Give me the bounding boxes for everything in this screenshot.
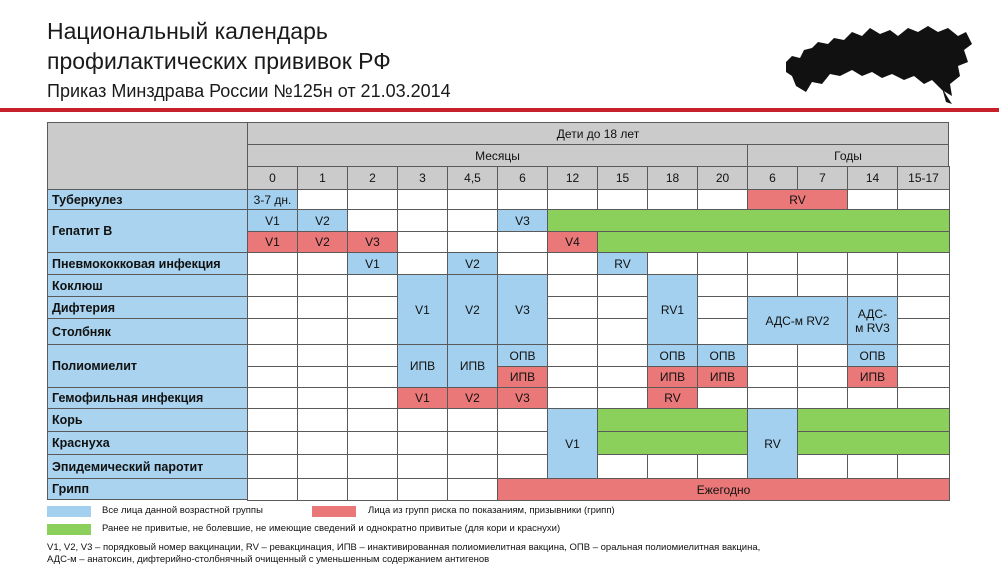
empty-cell bbox=[347, 344, 398, 367]
empty-cell bbox=[747, 366, 798, 388]
empty-cell bbox=[747, 344, 798, 367]
schedule-cell-tb-bcg: 3-7 дн. bbox=[247, 189, 298, 210]
empty-cell bbox=[797, 454, 848, 479]
schedule-cell-hib-v3: V3 bbox=[497, 387, 548, 409]
empty-cell bbox=[897, 318, 950, 345]
empty-cell bbox=[847, 274, 898, 297]
schedule-cell-ads-rv3: АДС-м RV3 bbox=[847, 296, 898, 345]
empty-cell bbox=[247, 387, 298, 409]
schedule-cell-mmr-v1: V1 bbox=[547, 408, 598, 479]
schedule-cell-hepb-v3-red: V3 bbox=[347, 231, 398, 253]
schedule-cell-polio-opv-20: ОПВ bbox=[697, 344, 748, 367]
empty-cell bbox=[297, 252, 348, 275]
empty-cell bbox=[847, 189, 898, 210]
age-header-cell: 15 bbox=[597, 166, 648, 190]
empty-cell bbox=[747, 252, 798, 275]
empty-cell bbox=[797, 387, 848, 409]
schedule-cell-rubella-green-a bbox=[597, 431, 748, 455]
schedule-cell-measles-green-b bbox=[797, 408, 950, 432]
empty-cell bbox=[397, 454, 448, 479]
schedule-cell-polio-ipv-6-red: ИПВ bbox=[497, 366, 548, 388]
schedule-cell-hepb-v1-blue: V1 bbox=[247, 209, 298, 232]
empty-cell bbox=[447, 209, 498, 232]
empty-cell bbox=[347, 431, 398, 455]
empty-cell bbox=[297, 318, 348, 345]
schedule-cell-hepb-v2-red: V2 bbox=[297, 231, 348, 253]
empty-cell bbox=[447, 431, 498, 455]
header-children: Дети до 18 лет bbox=[247, 122, 949, 145]
schedule-cell-polio-ipv-45: ИПВ bbox=[447, 344, 498, 388]
schedule-cell-flu-yearly: Ежегодно bbox=[497, 478, 950, 501]
empty-cell bbox=[897, 189, 950, 210]
empty-cell bbox=[647, 189, 698, 210]
schedule-cell-hepb-v1-red: V1 bbox=[247, 231, 298, 253]
empty-cell bbox=[497, 454, 548, 479]
age-header-cell: 2 bbox=[347, 166, 398, 190]
empty-cell bbox=[897, 344, 950, 367]
empty-cell bbox=[847, 454, 898, 479]
empty-cell bbox=[297, 408, 348, 432]
row-label-flu: Грипп bbox=[47, 478, 248, 500]
schedule-cell-rubella-green-b bbox=[797, 431, 950, 455]
empty-cell bbox=[497, 189, 548, 210]
schedule-cell-hib-v1: V1 bbox=[397, 387, 448, 409]
empty-cell bbox=[897, 296, 950, 319]
empty-cell bbox=[347, 366, 398, 388]
schedule-cell-dtp-v2: V2 bbox=[447, 274, 498, 345]
empty-cell bbox=[497, 252, 548, 275]
empty-cell bbox=[747, 387, 798, 409]
empty-cell bbox=[297, 344, 348, 367]
schedule-cell-polio-opv-18: ОПВ bbox=[647, 344, 698, 367]
empty-cell bbox=[797, 274, 848, 297]
empty-cell bbox=[297, 296, 348, 319]
empty-cell bbox=[247, 366, 298, 388]
empty-cell bbox=[547, 344, 598, 367]
empty-cell bbox=[547, 318, 598, 345]
empty-cell bbox=[647, 252, 698, 275]
corner-cell bbox=[47, 122, 248, 190]
empty-cell bbox=[497, 408, 548, 432]
age-header-cell: 15-17 bbox=[897, 166, 950, 190]
age-header-cell: 4,5 bbox=[447, 166, 498, 190]
footnote-line-2: АДС-м – анатоксин, дифтерийно-столбнячный очищенный с уменьшенным содержанием антигенов bbox=[47, 554, 490, 565]
legend-text-green: Ранее не привитые, не болевшие, не имеющие сведений и однократно привитые (для кори и краснухи) bbox=[102, 523, 561, 534]
empty-cell bbox=[297, 366, 348, 388]
schedule-cell-polio-ipv-20-red: ИПВ bbox=[697, 366, 748, 388]
row-label-hepatitis-b: Гепатит В bbox=[47, 209, 248, 253]
empty-cell bbox=[347, 387, 398, 409]
empty-cell bbox=[297, 274, 348, 297]
schedule-cell-ads-rv2: АДС-м RV2 bbox=[747, 296, 848, 345]
empty-cell bbox=[797, 344, 848, 367]
empty-cell bbox=[847, 252, 898, 275]
empty-cell bbox=[797, 252, 848, 275]
schedule-cell-measles-green-a bbox=[597, 408, 748, 432]
empty-cell bbox=[247, 296, 298, 319]
title-line-2: профилактических прививок РФ bbox=[47, 48, 391, 74]
empty-cell bbox=[447, 454, 498, 479]
empty-cell bbox=[597, 387, 648, 409]
row-label-hib: Гемофильная инфекция bbox=[47, 387, 248, 409]
row-label-pertussis: Коклюш bbox=[47, 274, 248, 297]
row-label-measles: Корь bbox=[47, 408, 248, 432]
empty-cell bbox=[547, 296, 598, 319]
empty-cell bbox=[347, 189, 398, 210]
empty-cell bbox=[897, 252, 950, 275]
schedule-cell-polio-opv-14: ОПВ bbox=[847, 344, 898, 367]
empty-cell bbox=[597, 189, 648, 210]
age-header-cell: 12 bbox=[547, 166, 598, 190]
empty-cell bbox=[597, 296, 648, 319]
schedule-cell-hepb-green-1 bbox=[547, 209, 950, 232]
row-label-rubella: Краснуха bbox=[47, 431, 248, 455]
header-years: Годы bbox=[747, 144, 949, 167]
empty-cell bbox=[397, 189, 448, 210]
age-header-cell: 6 bbox=[497, 166, 548, 190]
empty-cell bbox=[247, 454, 298, 479]
empty-cell bbox=[497, 231, 548, 253]
row-label-diphtheria: Дифтерия bbox=[47, 296, 248, 319]
empty-cell bbox=[647, 454, 698, 479]
schedule-cell-dtp-rv1: RV1 bbox=[647, 274, 698, 345]
footnote-line-1: V1, V2, V3 – порядковый номер вакцинации, RV – ревакцинация, ИПВ – инактивированная полиомиелитная вакцина, ОПВ – оральная полиомиелитная вакцина, bbox=[47, 542, 761, 553]
schedule-cell-tb-rv: RV bbox=[747, 189, 848, 210]
empty-cell bbox=[547, 252, 598, 275]
schedule-cell-pneumo-rv: RV bbox=[597, 252, 648, 275]
empty-cell bbox=[547, 366, 598, 388]
row-label-tetanus: Столбняк bbox=[47, 318, 248, 345]
schedule-cell-hepb-v4-red: V4 bbox=[547, 231, 598, 253]
empty-cell bbox=[347, 274, 398, 297]
empty-cell bbox=[597, 274, 648, 297]
empty-cell bbox=[697, 454, 748, 479]
subtitle: Приказ Минздрава России №125н от 21.03.2014 bbox=[47, 81, 451, 101]
age-header-cell: 20 bbox=[697, 166, 748, 190]
empty-cell bbox=[497, 431, 548, 455]
empty-cell bbox=[347, 318, 398, 345]
empty-cell bbox=[847, 387, 898, 409]
schedule-cell-polio-ipv-18-red: ИПВ bbox=[647, 366, 698, 388]
schedule-cell-hib-rv: RV bbox=[647, 387, 698, 409]
empty-cell bbox=[397, 431, 448, 455]
schedule-cell-pneumo-v2: V2 bbox=[447, 252, 498, 275]
schedule-cell-hepb-v2-blue: V2 bbox=[297, 209, 348, 232]
empty-cell bbox=[247, 344, 298, 367]
empty-cell bbox=[297, 387, 348, 409]
empty-cell bbox=[347, 296, 398, 319]
empty-cell bbox=[347, 454, 398, 479]
empty-cell bbox=[247, 318, 298, 345]
empty-cell bbox=[597, 366, 648, 388]
empty-cell bbox=[247, 252, 298, 275]
empty-cell bbox=[347, 209, 398, 232]
age-header-cell: 14 bbox=[847, 166, 898, 190]
empty-cell bbox=[547, 274, 598, 297]
empty-cell bbox=[697, 274, 748, 297]
title-line-1: Национальный календарь bbox=[47, 18, 328, 44]
schedule-cell-hib-v2: V2 bbox=[447, 387, 498, 409]
empty-cell bbox=[597, 454, 648, 479]
empty-cell bbox=[397, 209, 448, 232]
empty-cell bbox=[697, 189, 748, 210]
empty-cell bbox=[597, 318, 648, 345]
schedule-cell-mmr-rv: RV bbox=[747, 408, 798, 479]
age-header-cell: 1 bbox=[297, 166, 348, 190]
empty-cell bbox=[597, 344, 648, 367]
empty-cell bbox=[897, 387, 950, 409]
legend-swatch-green bbox=[47, 524, 91, 535]
empty-cell bbox=[697, 296, 748, 319]
empty-cell bbox=[397, 408, 448, 432]
empty-cell bbox=[447, 408, 498, 432]
schedule-cell-dtp-v1: V1 bbox=[397, 274, 448, 345]
empty-cell bbox=[247, 274, 298, 297]
empty-cell bbox=[247, 408, 298, 432]
empty-cell bbox=[297, 189, 348, 210]
empty-cell bbox=[397, 252, 448, 275]
schedule-cell-polio-opv-6: ОПВ bbox=[497, 344, 548, 367]
row-label-polio: Полиомиелит bbox=[47, 344, 248, 388]
legend-swatch-red bbox=[312, 506, 356, 517]
age-header-cell: 3 bbox=[397, 166, 448, 190]
empty-cell bbox=[247, 431, 298, 455]
empty-cell bbox=[897, 366, 950, 388]
empty-cell bbox=[397, 231, 448, 253]
empty-cell bbox=[897, 454, 950, 479]
empty-cell bbox=[697, 318, 748, 345]
schedule-cell-dtp-v3: V3 bbox=[497, 274, 548, 345]
empty-cell bbox=[697, 252, 748, 275]
age-header-cell: 7 bbox=[797, 166, 848, 190]
empty-cell bbox=[297, 478, 348, 501]
header-months: Месяцы bbox=[247, 144, 748, 167]
schedule-cell-hepb-v3-blue: V3 bbox=[497, 209, 548, 232]
empty-cell bbox=[347, 408, 398, 432]
row-label-pneumococcal: Пневмококковая инфекция bbox=[47, 252, 248, 275]
empty-cell bbox=[297, 454, 348, 479]
schedule-cell-hepb-green-2 bbox=[597, 231, 950, 253]
empty-cell bbox=[547, 189, 598, 210]
age-header-cell: 0 bbox=[247, 166, 298, 190]
row-label-mumps: Эпидемический паротит bbox=[47, 454, 248, 479]
age-header-cell: 18 bbox=[647, 166, 698, 190]
empty-cell bbox=[397, 478, 448, 501]
empty-cell bbox=[247, 478, 298, 501]
empty-cell bbox=[547, 387, 598, 409]
schedule-cell-pneumo-v1: V1 bbox=[347, 252, 398, 275]
empty-cell bbox=[347, 478, 398, 501]
age-header-cell: 6 bbox=[747, 166, 798, 190]
legend-swatch-blue bbox=[47, 506, 91, 517]
empty-cell bbox=[447, 189, 498, 210]
schedule-cell-polio-ipv-3: ИПВ bbox=[397, 344, 448, 388]
empty-cell bbox=[747, 274, 798, 297]
legend-text-blue: Все лица данной возрастной группы bbox=[102, 505, 263, 516]
empty-cell bbox=[897, 274, 950, 297]
schedule-cell-polio-ipv-14-red: ИПВ bbox=[847, 366, 898, 388]
empty-cell bbox=[297, 431, 348, 455]
legend-text-red: Лица из групп риска по показаниям, призывники (грипп) bbox=[368, 505, 615, 516]
empty-cell bbox=[697, 387, 748, 409]
row-label-tuberculosis: Туберкулез bbox=[47, 189, 248, 210]
empty-cell bbox=[447, 478, 498, 501]
empty-cell bbox=[447, 231, 498, 253]
empty-cell bbox=[797, 366, 848, 388]
